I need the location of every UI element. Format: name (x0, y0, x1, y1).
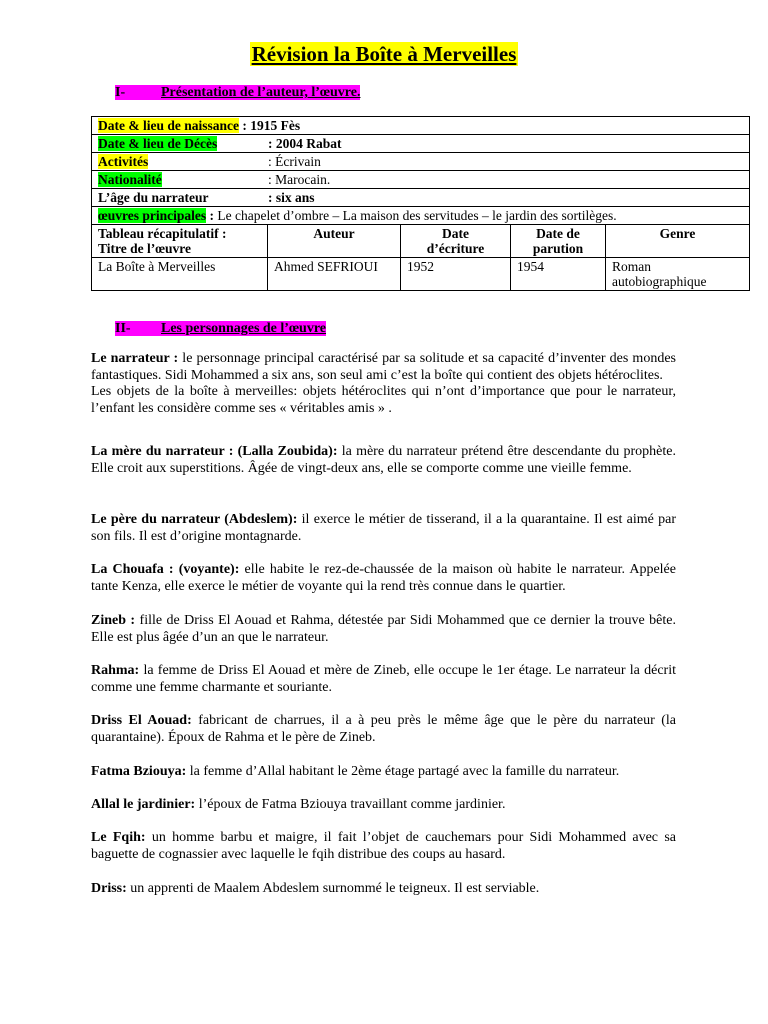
section-number: I- (115, 85, 126, 100)
character-paragraph (91, 562, 676, 595)
character-name: La mère du narrateur : (Lalla Zoubida): (91, 444, 338, 459)
character-name: Driss: (91, 881, 127, 896)
header-genre: Genre (606, 225, 750, 258)
header-title-line1: Tableau récapitulatif : (98, 226, 227, 241)
section-label: Présentation de l’auteur, l’œuvre. (161, 85, 361, 100)
age-key: L’âge du narrateur (98, 190, 209, 205)
cell-written: 1952 (401, 258, 511, 291)
header-author: Auteur (268, 225, 401, 258)
character-name: Fatma Bziouya: (91, 764, 187, 779)
nationality-cell (92, 171, 750, 189)
character-paragraph (91, 797, 676, 814)
header-written-line1: Date (442, 226, 469, 241)
character-name: Le père du narrateur (Abdeslem): (91, 512, 298, 527)
character-description: fille de Driss El Aouad et Rahma, détestée par Sidi Mohammed que ce dernier la trouve bête. Elle est plus âgée d’un an que le narrateur. (91, 613, 676, 645)
header-published-line2: parution (532, 241, 584, 256)
table-row (92, 135, 750, 153)
character-description: la femme d’Allal habitant le 2ème étage partagé avec la famille du narrateur. (186, 764, 620, 779)
character-name: Driss El Aouad: (91, 713, 192, 728)
age-value: : six ans (268, 190, 315, 205)
death-value: : 2004 Rabat (268, 136, 342, 151)
birth-cell (92, 117, 750, 135)
character-paragraph (91, 830, 676, 863)
works-key: œuvres principales (98, 208, 207, 223)
character-description: la mère du narrateur prétend être descendante du prophète. Elle croit aux superstitions. Âgée de vingt-deux ans, elle se comporte comme une vieille femme. (91, 444, 676, 476)
character-description: l’époux de Fatma Bziouya travaillant comme jardinier. (195, 797, 506, 812)
birth-value: : 1915 Fès (242, 118, 301, 133)
cell-title: La Boîte à Merveilles (92, 258, 268, 291)
character-name: Le narrateur : (91, 351, 179, 366)
character-description: elle habite le rez-de-chaussée de la maison où habite le narrateur. Appelée tante Kenza, elle exerce le métier de voyante qui la rend très connue dans le quartier. (91, 562, 676, 594)
header-written-line2: d’écriture (426, 241, 485, 256)
cell-genre (606, 258, 750, 291)
nationality-value: : Marocain. (268, 172, 331, 187)
table-header-row (92, 225, 750, 258)
header-written (401, 225, 511, 258)
character-paragraph (91, 663, 676, 696)
age-cell (92, 189, 750, 207)
character-description: la femme de Driss El Aouad et mère de Zineb, elle occupe le 1er étage. Le narrateur la décrit comme une femme charmante et souriante. (91, 663, 676, 695)
header-title (92, 225, 268, 258)
cell-genre-line2: autobiographique (612, 274, 707, 289)
activities-value: : Écrivain (268, 154, 321, 169)
table-row (92, 171, 750, 189)
character-description: fabricant de charrues, il a à peu près le même âge que le père du narrateur (la quarantaine). Époux de Rahma et le père de Zineb. (91, 713, 676, 745)
character-name: La Chouafa : (voyante): (91, 562, 240, 577)
character-paragraph (91, 713, 676, 746)
character-name: Zineb : (91, 613, 136, 628)
character-paragraph (91, 764, 676, 781)
author-info-table (91, 116, 750, 291)
section-heading-1 (115, 85, 360, 101)
character-name: Le Fqih: (91, 830, 146, 845)
character-name: Allal le jardinier: (91, 797, 196, 812)
header-published-line1: Date de (536, 226, 580, 241)
character-description: Les objets de la boîte à merveilles: objets hétéroclites qui n’ont d’importance que pour le narrateur, l’enfant les considère comme ses « véritables amis » . (91, 384, 676, 416)
title-text: Révision la Boîte à Merveilles (251, 42, 517, 66)
table-row (92, 207, 750, 225)
cell-genre-line1: Roman (612, 259, 651, 274)
character-description: un apprenti de Maalem Abdeslem surnommé le teigneux. Il est serviable. (126, 881, 540, 896)
table-row (92, 189, 750, 207)
section-number: II- (115, 321, 131, 336)
nationality-key: Nationalité (98, 172, 162, 187)
header-published (511, 225, 606, 258)
works-value: Le chapelet d’ombre – La maison des servitudes – le jardin des sortilèges. (214, 208, 617, 223)
character-paragraph (91, 444, 676, 477)
cell-published: 1954 (511, 258, 606, 291)
birth-key: Date & lieu de naissance (98, 118, 239, 133)
table-row (92, 258, 750, 291)
character-description: un homme barbu et maigre, il fait l’objet de cauchemars pour Sidi Mohammed avec sa baguette de cognassier avec laquelle le fqih distribue des coups au hasard. (91, 830, 676, 862)
character-description: le personnage principal caractérisé par sa solitude et sa capacité d’inventer des mondes fantastiques. Sidi Mohammed a six ans, son seul ami c’est la boîte qui contient des objets hétéroclites. (91, 351, 676, 383)
page-title (0, 42, 768, 67)
character-paragraph (91, 351, 676, 417)
character-paragraph (91, 613, 676, 646)
activities-cell (92, 153, 750, 171)
character-name: Rahma: (91, 663, 140, 678)
header-title-line2: Titre de l’œuvre (98, 241, 191, 256)
character-paragraph (91, 881, 676, 898)
section-heading-2 (115, 321, 326, 337)
character-paragraph (91, 512, 676, 545)
cell-author: Ahmed SEFRIOUI (268, 258, 401, 291)
table-row (92, 153, 750, 171)
section-label: Les personnages de l’œuvre (161, 321, 327, 336)
character-description: il exerce le métier de tisserand, il a la quarantaine. Il est aimé par son fils. Il est d’origine montagnarde. (91, 512, 677, 544)
death-key: Date & lieu de Décès (98, 136, 218, 151)
death-cell (92, 135, 750, 153)
table-row (92, 117, 750, 135)
works-cell (92, 207, 750, 225)
activities-key: Activités (98, 154, 149, 169)
works-colon: : (206, 208, 215, 223)
